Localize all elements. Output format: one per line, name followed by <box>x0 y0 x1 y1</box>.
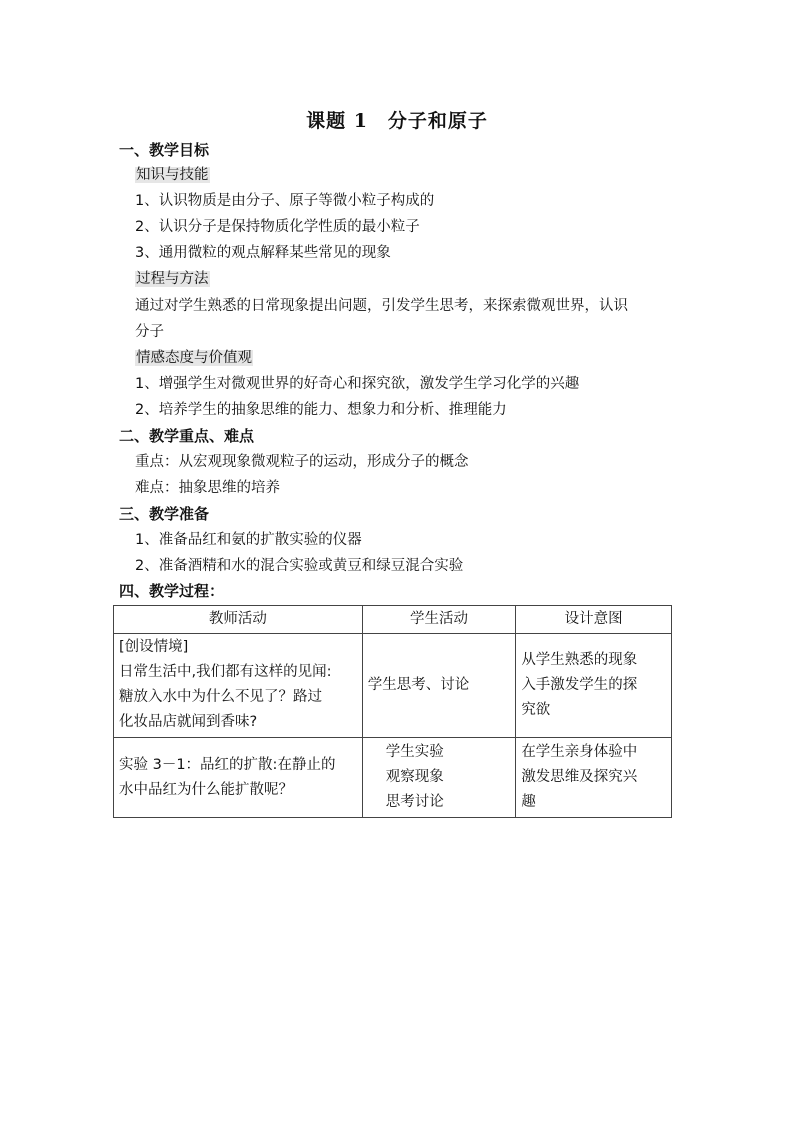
section-heading-process: 四、教学过程： <box>119 582 225 600</box>
cell-text-line: 入手激发学生的探 <box>521 677 638 693</box>
cell-text-line: 学生实验 <box>385 744 444 760</box>
emotion-item: 1、增强学生对微观世界的好奇心和探究欲，激发学生学习化学的兴趣 <box>135 376 580 392</box>
objective-item: 1、认识物质是由分子、原子等微小粒子构成的 <box>135 193 435 209</box>
cell-text-line: 水中品红为什么能扩散呢？ <box>119 781 293 798</box>
page-title: 课题 1 分子和原子 <box>306 110 488 132</box>
preparation-item: 1、准备品红和氨的扩散实验的仪器 <box>135 532 362 548</box>
subheading-knowledge-text: 知识与技能 <box>136 167 209 183</box>
cell-text-line: 实验 3－1：品红的扩散:在静止的 <box>119 756 336 773</box>
cell-text-line: 糖放入水中为什么不见了？路过 <box>119 689 322 705</box>
preparation-item: 2、准备酒精和水的混合实验或黄豆和绿豆混合实验 <box>135 558 464 574</box>
cell-text-line: 从学生熟悉的现象 <box>521 652 638 668</box>
header-teacher-activity: 教师活动 <box>114 606 363 634</box>
table-row <box>114 634 672 738</box>
table-header-row <box>114 606 672 634</box>
process-paragraph-line: 通过对学生熟悉的日常现象提出问题，引发学生思考，来探索微观世界，认识 <box>135 298 628 314</box>
design-intent-cell <box>516 634 672 738</box>
cell-text-line: 日常生活中,我们都有这样的见闻: <box>119 664 332 680</box>
subheading-process <box>135 269 210 289</box>
design-intent-cell <box>516 738 672 818</box>
cell-text-line: [创设情境] <box>119 639 189 655</box>
table-row <box>114 738 672 818</box>
cell-text-line: 化妆品店就闻到香味? <box>119 714 258 730</box>
subheading-emotion <box>135 348 253 368</box>
cell-text-line: 究欲 <box>521 702 551 718</box>
teacher-activity-cell <box>114 738 363 818</box>
section-heading-preparation: 三、教学准备 <box>119 505 210 523</box>
subheading-emotion-text: 情感态度与价值观 <box>136 350 252 366</box>
teaching-process-table <box>113 605 672 818</box>
header-student-activity: 学生活动 <box>362 606 516 634</box>
header-design-intent: 设计意图 <box>516 606 672 634</box>
objective-item: 3、通用微粒的观点解释某些常见的现象 <box>135 245 391 261</box>
student-activity-cell <box>362 634 516 738</box>
emotion-item: 2、培养学生的抽象思维的能力、想象力和分析、推理能力 <box>135 402 507 418</box>
cell-text-line: 思考讨论 <box>385 794 444 810</box>
section-heading-key-points: 二、教学重点、难点 <box>119 427 255 445</box>
cell-text-line: 在学生亲身体验中 <box>521 744 638 760</box>
cell-text-line: 学生思考、讨论 <box>367 677 470 693</box>
student-activity-cell <box>362 738 516 818</box>
teacher-activity-cell <box>114 634 363 738</box>
cell-text-line: 观察现象 <box>385 769 444 785</box>
subheading-process-text: 过程与方法 <box>136 271 209 287</box>
subheading-knowledge <box>135 165 210 185</box>
cell-text-line: 激发思维及探究兴 <box>521 769 638 785</box>
process-paragraph-line: 分子 <box>135 324 164 340</box>
difficult-point: 难点：抽象思维的培养 <box>135 480 280 496</box>
section-heading-objectives: 一、教学目标 <box>119 141 210 159</box>
key-point: 重点：从宏观现象微观粒子的运动，形成分子的概念 <box>135 454 469 470</box>
cell-text-line: 趣 <box>521 794 536 810</box>
objective-item: 2、认识分子是保持物质化学性质的最小粒子 <box>135 219 420 235</box>
